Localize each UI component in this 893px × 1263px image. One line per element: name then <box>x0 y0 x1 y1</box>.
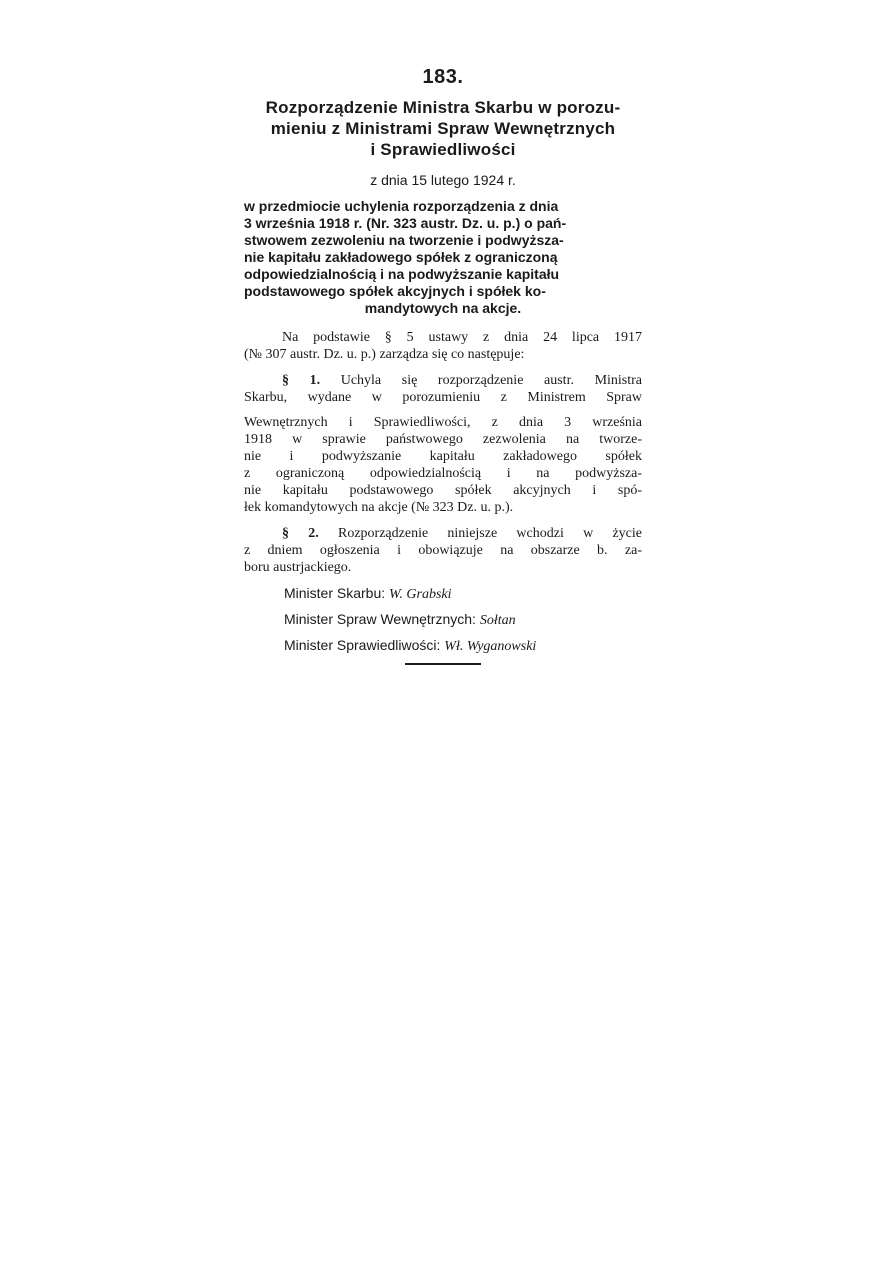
section-2-line: z dniem ogłoszenia i obowiązuje na obszarze b. za- <box>244 543 642 558</box>
subject-line: nie kapitału zakładowego spółek z ograniczoną <box>244 249 558 265</box>
subject-line: podstawowego spółek akcyjnych i spółek ko- <box>244 283 546 299</box>
section-1-line: Skarbu, wydane w porozumieniu z Ministrem Spraw <box>244 390 642 405</box>
section-2-first-text: Rozporządzenie niniejsze wchodzi w życie <box>338 526 642 541</box>
signature-role: Minister Spraw Wewnętrznych: <box>284 611 476 627</box>
date-line: z dnia 15 lutego 1924 r. <box>370 172 516 188</box>
signatures-block <box>244 585 642 655</box>
section-1-line: nie kapitału podstawowego spółek akcyjnych i spó- <box>244 483 642 498</box>
section-1-label: § 1. <box>282 373 321 388</box>
section-2-first-line <box>244 525 642 542</box>
subject-block <box>244 198 642 317</box>
document-column <box>244 66 642 665</box>
subject-line: odpowiedzialnością i na podwyższanie kapitału <box>244 266 560 282</box>
signature-row <box>244 637 642 655</box>
signature-role: Minister Skarbu: <box>284 585 386 601</box>
subject-line: stwowem zezwoleniu na tworzenie i podwyższa- <box>244 232 564 248</box>
preamble-paragraph <box>244 329 642 363</box>
section-2-label: § 2. <box>282 526 319 541</box>
section-1-first-text: Uchyla się rozporządzenie austr. Ministra <box>340 373 643 388</box>
section-2-line: boru austrjackiego. <box>244 560 352 575</box>
signature-name: Wł. Wyganowski <box>444 639 537 654</box>
section-1-line: łek komandytowych na akcje (№ 323 Dz. u. p.). <box>244 500 514 515</box>
signature-row <box>244 611 642 629</box>
section-1-line: 1918 w sprawie państwowego zezwolenia na tworze- <box>244 432 642 447</box>
title-line: mieniu z Ministrami Spraw Wewnętrznych <box>270 119 616 138</box>
title-line: Rozporządzenie Ministra Skarbu w porozu- <box>265 98 621 117</box>
section-1-paragraph <box>244 372 642 516</box>
signature-role: Minister Sprawiedliwości: <box>284 637 441 653</box>
signature-name: W. Grabski <box>389 587 452 602</box>
section-1-line: nie i podwyższanie kapitału zakładowego spółek <box>244 449 642 464</box>
document-title <box>244 97 642 160</box>
subject-line: 3 września 1918 r. (Nr. 323 austr. Dz. u. p.) o pań- <box>244 215 567 231</box>
signature-row <box>244 585 642 603</box>
preamble-line: Na podstawie § 5 ustawy z dnia 24 lipca 1917 <box>282 330 642 345</box>
section-1-first-line <box>244 372 642 389</box>
closing-rule <box>405 663 481 665</box>
section-2-paragraph <box>244 525 642 576</box>
page-number: 183. <box>422 66 464 88</box>
title-line: i Sprawiedliwości <box>370 140 516 159</box>
signature-name: Sołtan <box>479 613 516 628</box>
preamble-line: (№ 307 austr. Dz. u. p.) zarządza się co następuje: <box>244 347 525 362</box>
section-1-line: Wewnętrznych i Sprawiedliwości, z dnia 3 września <box>244 415 642 430</box>
subject-line: w przedmiocie uchylenia rozporządzenia z dnia <box>244 198 559 214</box>
section-1-line: z ograniczoną odpowiedzialnością i na podwyższa- <box>244 466 642 481</box>
subject-line: mandytowych na akcje. <box>364 300 522 316</box>
